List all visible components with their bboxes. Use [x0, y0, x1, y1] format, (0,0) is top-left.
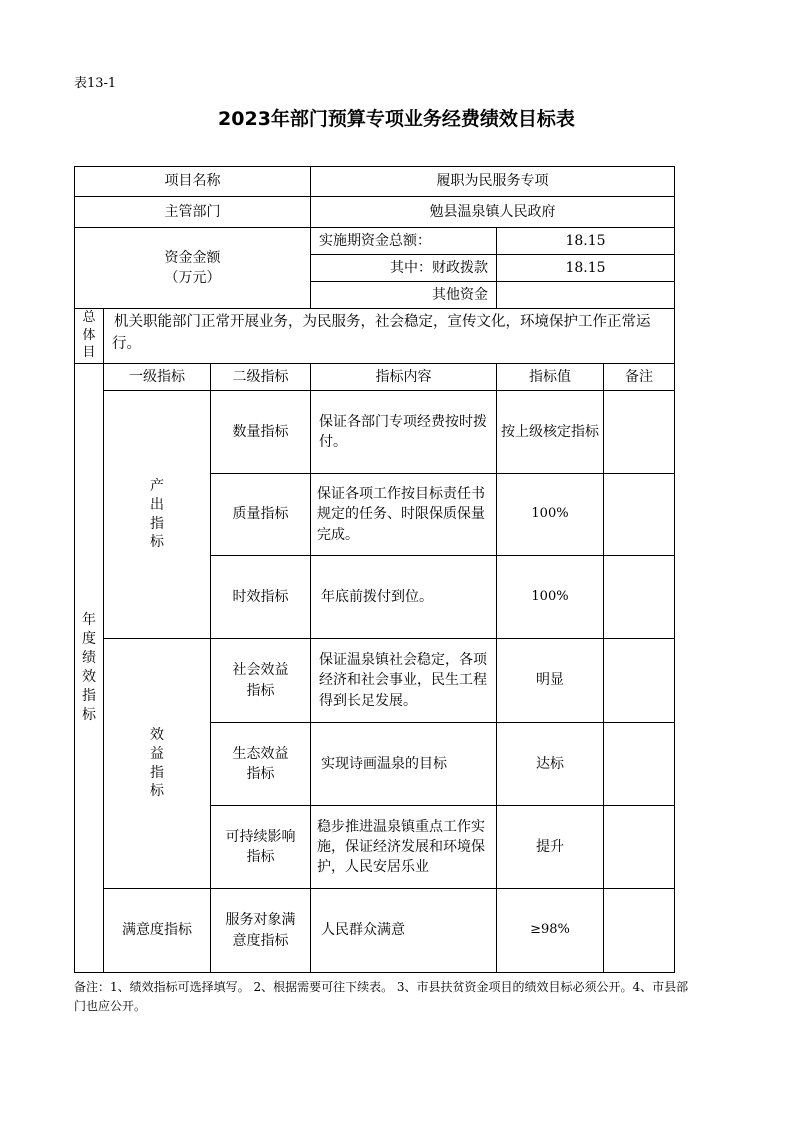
row-content: 实现诗画温泉的目标: [311, 723, 497, 806]
row-value: 100%: [497, 474, 604, 556]
fund-fiscal-value: 18.15: [497, 255, 675, 282]
fund-amount-label-line2: （万元）: [164, 270, 221, 286]
department-label: 主管部门: [75, 197, 311, 228]
row-content: 保证各部门专项经费按时拨付。: [311, 391, 497, 474]
indicator-header-row: [75, 364, 675, 391]
row-remark: [604, 391, 675, 474]
row-level2: 时效指标: [211, 556, 311, 639]
row-remark: [604, 889, 675, 973]
row-content: 人民群众满意: [311, 889, 497, 973]
row-remark: [604, 806, 675, 889]
row-level2: 数量指标: [211, 391, 311, 474]
fund-other-label: 其他资金: [311, 282, 497, 309]
project-name-value: 履职为民服务专项: [311, 167, 675, 197]
performance-target-table: [74, 166, 675, 973]
row-remark: [604, 723, 675, 806]
group-output-label: 产出指标: [104, 391, 211, 639]
row-value: ≥98%: [497, 889, 604, 973]
group-benefit-label: 效益指标: [104, 639, 211, 889]
project-name-label: 项目名称: [75, 167, 311, 197]
row-content: 年底前拨付到位。: [311, 556, 497, 639]
row-content: 稳步推进温泉镇重点工作实施，保证经济发展和环境保护，人民安居乐业: [311, 806, 497, 889]
row-value: 按上级核定指标: [497, 391, 604, 474]
department-value: 勉县温泉镇人民政府: [311, 197, 675, 228]
row-value: 达标: [497, 723, 604, 806]
fund-total-value: 18.15: [497, 228, 675, 255]
department-row: [75, 197, 675, 228]
row-level2: 可持续影响指标: [211, 806, 311, 889]
overall-goal-row: [75, 309, 675, 364]
header-level1: 一级指标: [104, 364, 211, 391]
fund-fiscal-label: 其中：财政拨款: [311, 255, 497, 282]
row-level2: 社会效益指标: [211, 639, 311, 723]
overall-goal-label: 总体目: [75, 309, 104, 364]
row-remark: [604, 556, 675, 639]
table-row: [75, 889, 675, 973]
table-code: 表13-1: [74, 76, 117, 91]
page-title: 2023年部门预算专项业务经费绩效目标表: [218, 108, 575, 130]
group-satisfaction-label: 满意度指标: [104, 889, 211, 973]
row-level2: 服务对象满意度指标: [211, 889, 311, 973]
fund-other-value: [497, 282, 675, 309]
row-value: 100%: [497, 556, 604, 639]
fund-total-label: 实施期资金总额：: [311, 228, 497, 255]
header-remark: 备注: [604, 364, 675, 391]
row-content: 保证温泉镇社会稳定，各项经济和社会事业，民生工程得到长足发展。: [311, 639, 497, 723]
row-content: 保证各项工作按目标责任书规定的任务、时限保质保量完成。: [311, 474, 497, 556]
row-remark: [604, 474, 675, 556]
row-level2: 生态效益指标: [211, 723, 311, 806]
header-content: 指标内容: [311, 364, 497, 391]
fund-total-row: [75, 228, 675, 255]
table-row: [75, 639, 675, 723]
footnote: 备注：1、绩效指标可选择填写。 2、根据需要可往下续表。 3、市县扶贫资金项目的绩效目标必须公开。4、市县部门也应公开。: [74, 980, 689, 1013]
fund-amount-label-line1: 资金金额: [164, 249, 221, 266]
overall-goal-text: 机关职能部门正常开展业务，为民服务，社会稳定，宣传文化，环境保护工作正常运行。: [104, 309, 675, 364]
row-remark: [604, 639, 675, 723]
row-value: 提升: [497, 806, 604, 889]
header-value: 指标值: [497, 364, 604, 391]
fund-amount-label: [75, 228, 311, 309]
project-name-row: [75, 167, 675, 197]
header-level2: 二级指标: [211, 364, 311, 391]
table-row: [75, 391, 675, 474]
row-level2: 质量指标: [211, 474, 311, 556]
row-value: 明显: [497, 639, 604, 723]
annual-indicator-label: 年度绩效指标: [75, 364, 104, 973]
